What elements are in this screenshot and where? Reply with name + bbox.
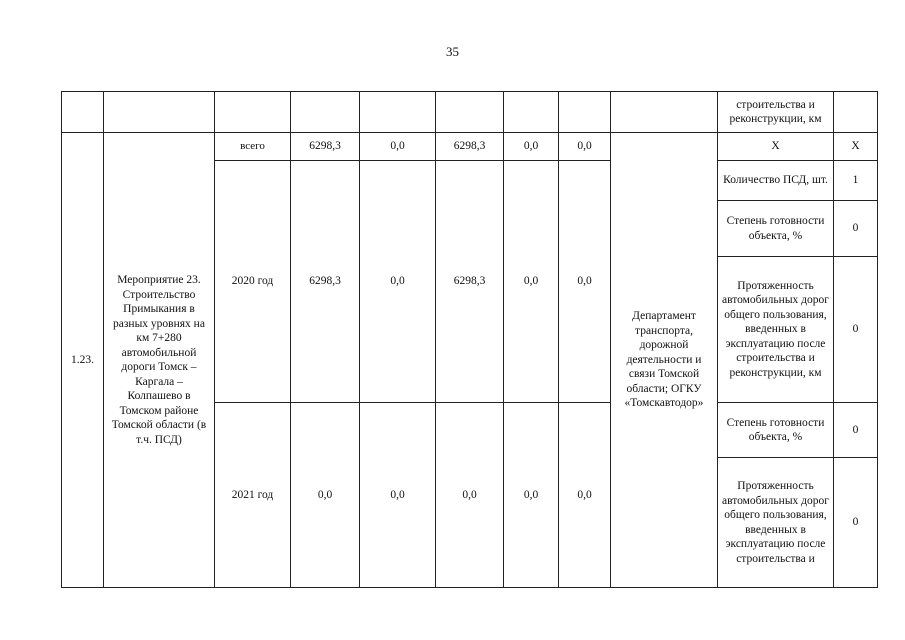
indicator-name: Х — [718, 133, 834, 161]
empty-cell — [834, 92, 878, 133]
indicator-value: 0 — [834, 201, 878, 257]
value-cell: 0,0 — [504, 161, 559, 403]
period-label: 2020 год — [215, 161, 291, 403]
indicator-name: Протяженность автомобильных дорог общего пользования, введенных в эксплуатацию после строительства и — [718, 458, 834, 588]
indicator-value: Х — [834, 133, 878, 161]
value-cell: 0,0 — [360, 161, 436, 403]
empty-cell — [559, 92, 611, 133]
empty-cell — [436, 92, 504, 133]
value-cell: 0,0 — [360, 133, 436, 161]
value-cell: 6298,3 — [291, 133, 360, 161]
value-cell: 0,0 — [559, 403, 611, 588]
indicator-name: Количество ПСД, шт. — [718, 161, 834, 201]
value-cell: 6298,3 — [436, 133, 504, 161]
value-cell: 0,0 — [360, 403, 436, 588]
table-row — [62, 133, 878, 161]
empty-cell — [504, 92, 559, 133]
empty-cell — [62, 92, 104, 133]
indicator-name: Степень готовности объекта, % — [718, 201, 834, 257]
value-cell: 0,0 — [559, 161, 611, 403]
value-cell: 6298,3 — [291, 161, 360, 403]
empty-cell — [291, 92, 360, 133]
value-cell: 0,0 — [504, 133, 559, 161]
indicator-cell: строительства и реконструкции, км — [718, 92, 834, 133]
indicator-value: 1 — [834, 161, 878, 201]
value-cell: 6298,3 — [436, 161, 504, 403]
empty-cell — [104, 92, 215, 133]
value-cell: 0,0 — [504, 403, 559, 588]
table-row — [62, 92, 878, 133]
empty-cell — [360, 92, 436, 133]
empty-cell — [611, 92, 718, 133]
period-label: 2021 год — [215, 403, 291, 588]
indicator-value: 0 — [834, 403, 878, 458]
value-cell: 0,0 — [436, 403, 504, 588]
indicator-name: Протяженность автомобильных дорог общего пользования, введенных в эксплуатацию после строительства и реконструкции, км — [718, 257, 834, 403]
indicator-value: 0 — [834, 257, 878, 403]
value-cell: 0,0 — [559, 133, 611, 161]
row-number: 1.23. — [62, 133, 104, 588]
program-table — [61, 91, 878, 588]
empty-cell — [215, 92, 291, 133]
measure-name: Мероприятие 23. Строительство Примыкания в разных уровнях на км 7+280 автомобильной дороги Томск – Каргала – Колпашево в Томском районе Томской области (в т.ч. ПСД) — [104, 133, 215, 588]
value-cell: 0,0 — [291, 403, 360, 588]
indicator-name: Степень готовности объекта, % — [718, 403, 834, 458]
period-label: всего — [215, 133, 291, 161]
indicator-value: 0 — [834, 458, 878, 588]
executor: Департамент транспорта, дорожной деятельности и связи Томской области; ОГКУ «Томскавтодор» — [611, 133, 718, 588]
page-number: 35 — [446, 44, 459, 59]
